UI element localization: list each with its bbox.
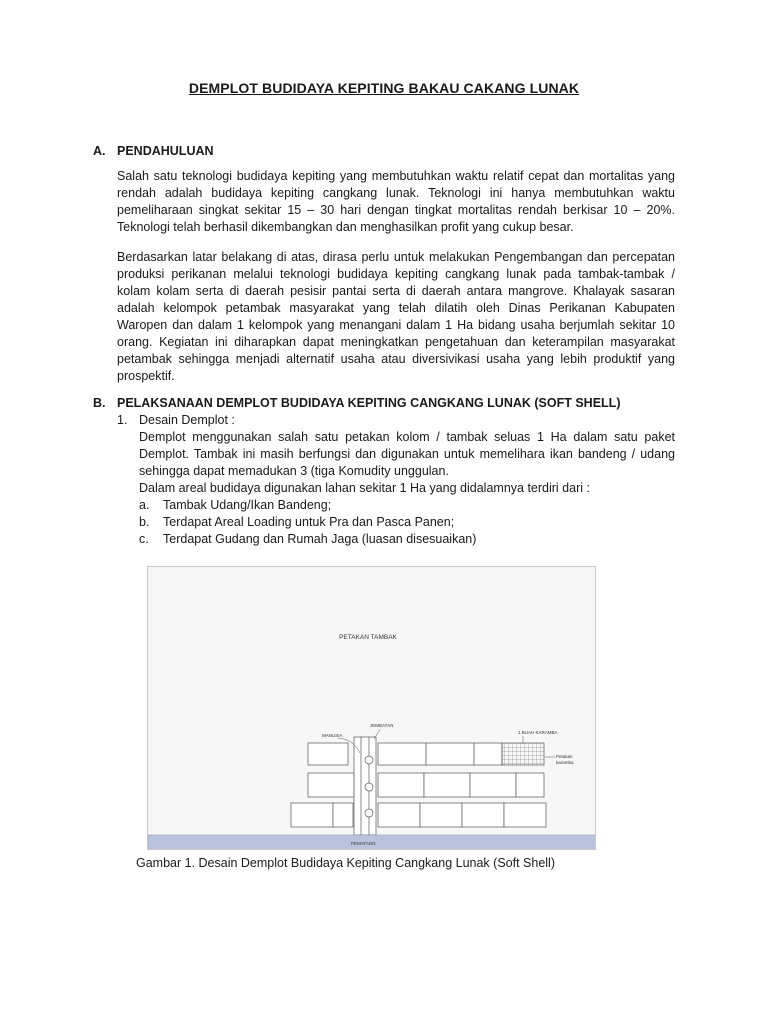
section-b-heading [93, 396, 621, 410]
section-b-title: PELAKSANAAN DEMPLOT BUDIDAYA KEPITING CANGKANG LUNAK (SOFT SHELL) [117, 396, 621, 410]
intro-paragraph-1: Salah satu teknologi budidaya kepiting yang membutuhkan waktu relatif cepat dan mortalitas yang rendah adalah budidaya kepiting cangkang lunak. Teknologi ini hanya membutuhkan waktu pemeliharaan singkat sekitar 15 – 30 hari dengan tingkat mortalitas rendah berkisar 10 – 20%. Teknologi telah berhasil dikembangkan dan menghasilkan profit yang cukup besar. [117, 169, 675, 234]
list-text: Terdapat Areal Loading untuk Pra dan Pasca Panen; [163, 515, 455, 529]
pematang-label: PEMATANG [351, 841, 376, 846]
cage-plot [308, 773, 354, 797]
jembatan-label: JEMBATAN [370, 723, 394, 728]
item-1-description: Demplot menggunakan salah satu petakan kolom / tambak seluas 1 Ha dalam satu paket Demplot. Tambak ini masih berfungsi dan digunakan untuk memelihara ikan bandeng / udang sehingga dapat memadukan 3 (tiga Komudity unggulan. [139, 430, 675, 478]
cage-row-2 [308, 773, 544, 797]
item-1-number: 1. [117, 413, 128, 427]
section-b-label: B. [93, 396, 106, 410]
list-item-c [139, 531, 476, 548]
cage-plot [462, 803, 504, 827]
manusia-label: MANUSIA [322, 733, 343, 738]
cage-plot [470, 773, 516, 797]
list-letter: a. [139, 498, 150, 512]
cage-plot [378, 773, 424, 797]
cage-plot [504, 803, 546, 827]
cage-plot [378, 743, 426, 765]
cage-plot [291, 803, 333, 827]
cage-plot [420, 803, 462, 827]
list-letter: b. [139, 515, 150, 529]
cage-plot [308, 743, 348, 765]
petakan-karamba-label-1: Petakan [556, 754, 573, 759]
demplot-design-figure [147, 566, 596, 850]
item-1-title: Desain Demplot : [139, 413, 235, 427]
cage-row-3 [291, 803, 546, 827]
section-a-heading [93, 144, 214, 158]
section-a-label: A. [93, 144, 106, 158]
item-1-area-intro: Dalam areal budidaya digunakan lahan sekitar 1 Ha yang didalamnya terdiri dari : [139, 481, 590, 495]
cage-plot [424, 773, 470, 797]
figure-caption: Gambar 1. Desain Demplot Budidaya Kepiting Cangkang Lunak (Soft Shell) [136, 856, 555, 870]
intro-paragraph-2: Berdasarkan latar belakang di atas, dirasa perlu untuk melakukan Pengembangan dan percepatan produksi perikanan melalui teknologi budidaya kepiting cangkang lunak pada tambak-tambak / kolam kolam serta di daerah pesisir pantai serta di daerah antara mangrove. Khalayak sasaran adalah kelompok petambak masyarakat yang telah dilatih oleh Dinas Perikanan Kabupaten Waropen dan dalam 1 kelompok yang menangani dalam 1 Ha bidang usaha berjumlah sekitar 10 orang. Kegiatan ini diharapkan dapat meningkatkan pengetahuan dan keterampilan masyarakat petambak sehingga menjadi alternatif usaha atau diversivikasi usaha yang lebih produktif yang prospektif. [117, 250, 675, 383]
cage-plot [516, 773, 544, 797]
list-text: Tambak Udang/Ikan Bandeng; [163, 498, 332, 512]
karamba-label: 1 BUAH KARAMBA [518, 730, 558, 735]
list-item-b [139, 514, 454, 531]
item-1-heading [117, 412, 235, 429]
cage-plot [426, 743, 474, 765]
section-a-title: PENDAHULUAN [117, 144, 214, 158]
cage-plot [333, 803, 353, 827]
cage-row-1 [308, 743, 544, 765]
jembatan-leader [374, 729, 380, 739]
cage-plot [474, 743, 502, 765]
document-title: DEMPLOT BUDIDAYA KEPITING BAKAU CAKANG LUNAK [188, 80, 580, 96]
list-letter: c. [139, 532, 149, 546]
petakan-karamba-label-2: karamba [556, 760, 574, 765]
list-text: Terdapat Gudang dan Rumah Jaga (luasan disesuaikan) [163, 532, 477, 546]
pond-layout-diagram [148, 567, 596, 850]
pond-label: PETAKAN TAMBAK [339, 634, 397, 641]
karamba-cage [502, 743, 544, 765]
list-item-a [139, 497, 331, 514]
cage-plot [378, 803, 420, 827]
